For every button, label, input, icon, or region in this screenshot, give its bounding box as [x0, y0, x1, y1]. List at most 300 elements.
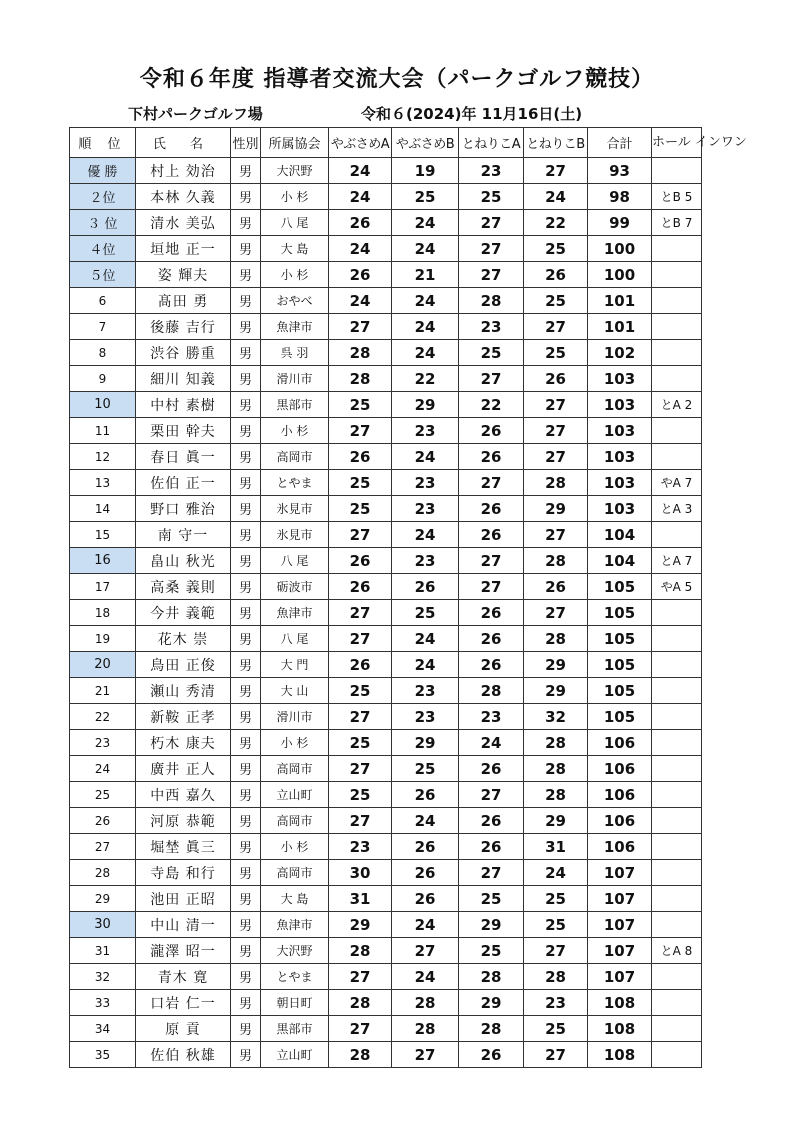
score-yabusame-b: 24 [392, 626, 459, 652]
header-row [70, 128, 702, 158]
score-tonerikko-b: 25 [524, 886, 588, 912]
table-row [70, 158, 702, 184]
hole-in-one-cell: とA 7 [652, 548, 702, 574]
association-cell: 大沢野 [261, 938, 329, 964]
score-yabusame-a: 28 [329, 366, 392, 392]
col-header-yabusame-a: やぶさめA [329, 128, 392, 158]
hole-in-one-cell [652, 600, 702, 626]
rank-cell: 33 [70, 990, 136, 1016]
total-score: 93 [588, 158, 652, 184]
hole-in-one-cell: とB 7 [652, 210, 702, 236]
score-tonerikko-a: 27 [459, 236, 524, 262]
hole-in-one-cell [652, 730, 702, 756]
score-tonerikko-a: 26 [459, 444, 524, 470]
hole-in-one-cell [652, 860, 702, 886]
association-cell: 立山町 [261, 1042, 329, 1068]
name-cell: 村上 効治 [136, 158, 231, 184]
hole-in-one-cell [652, 912, 702, 938]
score-yabusame-a: 26 [329, 444, 392, 470]
name-cell: 原 貢 [136, 1016, 231, 1042]
score-tonerikko-a: 23 [459, 314, 524, 340]
association-cell: 大 門 [261, 652, 329, 678]
rank-cell: 31 [70, 938, 136, 964]
table-row [70, 262, 702, 288]
table-row [70, 444, 702, 470]
association-cell: 八 尾 [261, 626, 329, 652]
score-tonerikko-b: 29 [524, 678, 588, 704]
rank-cell: 14 [70, 496, 136, 522]
score-tonerikko-a: 25 [459, 938, 524, 964]
total-score: 104 [588, 522, 652, 548]
score-yabusame-b: 23 [392, 678, 459, 704]
sex-cell: 男 [231, 288, 261, 314]
score-tonerikko-a: 28 [459, 678, 524, 704]
col-header-total: 合計 [588, 128, 652, 158]
rank-cell: 優 勝 [70, 158, 136, 184]
hole-in-one-cell: やA 7 [652, 470, 702, 496]
total-score: 105 [588, 704, 652, 730]
sex-cell: 男 [231, 314, 261, 340]
score-yabusame-a: 24 [329, 288, 392, 314]
name-cell: 野口 雅治 [136, 496, 231, 522]
score-tonerikko-b: 27 [524, 314, 588, 340]
name-cell: 佐伯 秋雄 [136, 1042, 231, 1068]
sex-cell: 男 [231, 730, 261, 756]
rank-cell: 18 [70, 600, 136, 626]
score-yabusame-b: 25 [392, 184, 459, 210]
name-cell: 畠山 秋光 [136, 548, 231, 574]
name-cell: 栗田 幹夫 [136, 418, 231, 444]
total-score: 100 [588, 262, 652, 288]
rank-cell: 12 [70, 444, 136, 470]
score-yabusame-a: 28 [329, 938, 392, 964]
hole-in-one-cell [652, 678, 702, 704]
association-cell: 小 杉 [261, 184, 329, 210]
rank-cell: ５位 [70, 262, 136, 288]
sex-cell: 男 [231, 990, 261, 1016]
score-tonerikko-b: 27 [524, 600, 588, 626]
total-score: 108 [588, 1016, 652, 1042]
score-yabusame-a: 25 [329, 470, 392, 496]
sex-cell: 男 [231, 938, 261, 964]
score-tonerikko-b: 29 [524, 652, 588, 678]
score-yabusame-b: 23 [392, 704, 459, 730]
total-score: 106 [588, 756, 652, 782]
total-score: 98 [588, 184, 652, 210]
score-tonerikko-a: 26 [459, 652, 524, 678]
table-row [70, 574, 702, 600]
name-cell: 高桑 義則 [136, 574, 231, 600]
hole-in-one-cell [652, 964, 702, 990]
association-cell: 大 島 [261, 236, 329, 262]
name-cell: 花木 崇 [136, 626, 231, 652]
score-tonerikko-b: 23 [524, 990, 588, 1016]
name-cell: 瀧澤 昭一 [136, 938, 231, 964]
table-row [70, 912, 702, 938]
table-row [70, 522, 702, 548]
table-row [70, 808, 702, 834]
score-yabusame-a: 26 [329, 652, 392, 678]
name-cell: 新鞍 正孝 [136, 704, 231, 730]
total-score: 108 [588, 1042, 652, 1068]
score-tonerikko-a: 27 [459, 470, 524, 496]
score-yabusame-b: 28 [392, 990, 459, 1016]
association-cell: 立山町 [261, 782, 329, 808]
score-yabusame-b: 26 [392, 834, 459, 860]
rank-cell: 29 [70, 886, 136, 912]
total-score: 105 [588, 678, 652, 704]
sex-cell: 男 [231, 964, 261, 990]
score-yabusame-a: 28 [329, 990, 392, 1016]
association-cell: 大 山 [261, 678, 329, 704]
col-header-association: 所属協会 [261, 128, 329, 158]
score-yabusame-b: 24 [392, 210, 459, 236]
total-score: 107 [588, 860, 652, 886]
total-score: 107 [588, 964, 652, 990]
score-tonerikko-b: 25 [524, 340, 588, 366]
name-cell: 池田 正昭 [136, 886, 231, 912]
hole-in-one-cell [652, 444, 702, 470]
score-tonerikko-b: 26 [524, 366, 588, 392]
score-yabusame-b: 27 [392, 938, 459, 964]
sex-cell: 男 [231, 886, 261, 912]
score-yabusame-b: 25 [392, 600, 459, 626]
score-tonerikko-b: 32 [524, 704, 588, 730]
rank-cell: 10 [70, 392, 136, 418]
score-yabusame-b: 26 [392, 574, 459, 600]
sex-cell: 男 [231, 834, 261, 860]
association-cell: 黒部市 [261, 1016, 329, 1042]
association-cell: とやま [261, 470, 329, 496]
score-tonerikko-b: 27 [524, 418, 588, 444]
score-yabusame-a: 27 [329, 704, 392, 730]
score-tonerikko-a: 27 [459, 782, 524, 808]
table-row [70, 470, 702, 496]
page-title: 令和６年度 指導者交流大会（パークゴルフ競技） [139, 67, 655, 92]
score-yabusame-a: 27 [329, 600, 392, 626]
table-row [70, 756, 702, 782]
sex-cell: 男 [231, 574, 261, 600]
table-row [70, 626, 702, 652]
score-yabusame-a: 27 [329, 522, 392, 548]
hole-in-one-cell: とA 3 [652, 496, 702, 522]
hole-in-one-cell [652, 158, 702, 184]
score-tonerikko-a: 28 [459, 1016, 524, 1042]
association-cell: 朝日町 [261, 990, 329, 1016]
total-score: 107 [588, 938, 652, 964]
sex-cell: 男 [231, 548, 261, 574]
score-tonerikko-a: 26 [459, 418, 524, 444]
score-yabusame-a: 24 [329, 184, 392, 210]
venue-label: 下村パークゴルフ場 [128, 105, 263, 123]
hole-in-one-cell [652, 808, 702, 834]
name-cell: 朽木 康夫 [136, 730, 231, 756]
rank-cell: ２位 [70, 184, 136, 210]
sex-cell: 男 [231, 470, 261, 496]
score-yabusame-a: 26 [329, 262, 392, 288]
score-yabusame-a: 30 [329, 860, 392, 886]
table-row [70, 314, 702, 340]
score-tonerikko-a: 24 [459, 730, 524, 756]
table-row [70, 288, 702, 314]
score-tonerikko-b: 27 [524, 938, 588, 964]
name-cell: 南 守一 [136, 522, 231, 548]
table-row [70, 990, 702, 1016]
score-tonerikko-a: 27 [459, 548, 524, 574]
name-cell: 中山 清一 [136, 912, 231, 938]
name-cell: 今井 義範 [136, 600, 231, 626]
total-score: 99 [588, 210, 652, 236]
association-cell: 黒部市 [261, 392, 329, 418]
score-yabusame-a: 24 [329, 236, 392, 262]
hole-in-one-cell [652, 886, 702, 912]
score-yabusame-b: 24 [392, 652, 459, 678]
sex-cell: 男 [231, 444, 261, 470]
total-score: 106 [588, 808, 652, 834]
association-cell: 魚津市 [261, 314, 329, 340]
sex-cell: 男 [231, 392, 261, 418]
total-score: 105 [588, 626, 652, 652]
total-score: 107 [588, 886, 652, 912]
association-cell: 八 尾 [261, 210, 329, 236]
sex-cell: 男 [231, 704, 261, 730]
col-header-tonerikko-b: とねりこB [524, 128, 588, 158]
association-cell: 小 杉 [261, 834, 329, 860]
hole-in-one-cell: とA 8 [652, 938, 702, 964]
score-tonerikko-b: 27 [524, 1042, 588, 1068]
score-yabusame-b: 22 [392, 366, 459, 392]
hole-in-one-cell [652, 704, 702, 730]
score-tonerikko-a: 28 [459, 964, 524, 990]
name-cell: 中西 嘉久 [136, 782, 231, 808]
association-cell: おやべ [261, 288, 329, 314]
score-tonerikko-b: 27 [524, 158, 588, 184]
score-yabusame-a: 25 [329, 782, 392, 808]
table-row [70, 678, 702, 704]
col-header-sex: 性別 [231, 128, 261, 158]
rank-cell: 28 [70, 860, 136, 886]
score-yabusame-a: 26 [329, 210, 392, 236]
association-cell: 小 杉 [261, 730, 329, 756]
sex-cell: 男 [231, 340, 261, 366]
score-yabusame-a: 27 [329, 964, 392, 990]
hole-in-one-cell [652, 834, 702, 860]
score-yabusame-a: 25 [329, 392, 392, 418]
name-cell: 河原 恭範 [136, 808, 231, 834]
score-yabusame-a: 27 [329, 314, 392, 340]
table-row [70, 392, 702, 418]
association-cell: 滑川市 [261, 366, 329, 392]
association-cell: 大沢野 [261, 158, 329, 184]
score-tonerikko-a: 27 [459, 366, 524, 392]
total-score: 106 [588, 782, 652, 808]
sex-cell: 男 [231, 236, 261, 262]
table-row [70, 834, 702, 860]
total-score: 102 [588, 340, 652, 366]
score-yabusame-b: 24 [392, 912, 459, 938]
name-cell: 春日 眞一 [136, 444, 231, 470]
total-score: 107 [588, 912, 652, 938]
total-score: 105 [588, 652, 652, 678]
sex-cell: 男 [231, 210, 261, 236]
table-row [70, 210, 702, 236]
table-row [70, 600, 702, 626]
association-cell: 高岡市 [261, 444, 329, 470]
association-cell: 氷見市 [261, 496, 329, 522]
score-tonerikko-a: 26 [459, 756, 524, 782]
rank-cell: 34 [70, 1016, 136, 1042]
association-cell: 高岡市 [261, 756, 329, 782]
rank-cell: 17 [70, 574, 136, 600]
rank-cell: 11 [70, 418, 136, 444]
score-yabusame-a: 24 [329, 158, 392, 184]
name-cell: 後藤 吉行 [136, 314, 231, 340]
score-tonerikko-b: 29 [524, 496, 588, 522]
score-tonerikko-b: 24 [524, 860, 588, 886]
sex-cell: 男 [231, 756, 261, 782]
table-row [70, 548, 702, 574]
rank-cell: 26 [70, 808, 136, 834]
association-cell: 八 尾 [261, 548, 329, 574]
hole-in-one-cell [652, 366, 702, 392]
association-cell: 大 島 [261, 886, 329, 912]
rank-cell: 27 [70, 834, 136, 860]
score-tonerikko-b: 26 [524, 574, 588, 600]
rank-cell: 8 [70, 340, 136, 366]
sex-cell: 男 [231, 782, 261, 808]
rank-cell: 15 [70, 522, 136, 548]
total-score: 105 [588, 574, 652, 600]
score-yabusame-a: 27 [329, 756, 392, 782]
total-score: 100 [588, 236, 652, 262]
score-tonerikko-b: 28 [524, 470, 588, 496]
score-yabusame-b: 24 [392, 236, 459, 262]
table-row [70, 652, 702, 678]
association-cell: 小 杉 [261, 418, 329, 444]
rank-cell: 22 [70, 704, 136, 730]
score-yabusame-b: 25 [392, 756, 459, 782]
sex-cell: 男 [231, 678, 261, 704]
score-tonerikko-b: 28 [524, 548, 588, 574]
rank-cell: ３ 位 [70, 210, 136, 236]
score-tonerikko-a: 26 [459, 1042, 524, 1068]
sex-cell: 男 [231, 808, 261, 834]
score-tonerikko-a: 27 [459, 210, 524, 236]
total-score: 103 [588, 470, 652, 496]
name-cell: 青木 寛 [136, 964, 231, 990]
score-tonerikko-a: 26 [459, 626, 524, 652]
sex-cell: 男 [231, 600, 261, 626]
sex-cell: 男 [231, 158, 261, 184]
hole-in-one-cell [652, 652, 702, 678]
name-cell: 口岩 仁一 [136, 990, 231, 1016]
score-yabusame-a: 23 [329, 834, 392, 860]
rank-cell: 9 [70, 366, 136, 392]
rank-cell: 19 [70, 626, 136, 652]
rank-cell: 16 [70, 548, 136, 574]
name-cell: 垣地 正一 [136, 236, 231, 262]
name-cell: 寺島 和行 [136, 860, 231, 886]
col-header-rank: 順 位 [70, 128, 136, 158]
table-row [70, 340, 702, 366]
score-yabusame-b: 24 [392, 340, 459, 366]
hole-in-one-cell [652, 314, 702, 340]
col-header-tonerikko-a: とねりこA [459, 128, 524, 158]
hole-in-one-cell [652, 626, 702, 652]
score-tonerikko-a: 25 [459, 886, 524, 912]
name-cell: 中村 素樹 [136, 392, 231, 418]
hole-in-one-cell: とB 5 [652, 184, 702, 210]
name-cell: 細川 知義 [136, 366, 231, 392]
total-score: 106 [588, 834, 652, 860]
score-tonerikko-a: 23 [459, 704, 524, 730]
sex-cell: 男 [231, 860, 261, 886]
table-row [70, 860, 702, 886]
association-cell: 砺波市 [261, 574, 329, 600]
hole-in-one-cell [652, 782, 702, 808]
score-tonerikko-a: 27 [459, 860, 524, 886]
rank-cell: 30 [70, 912, 136, 938]
score-tonerikko-b: 25 [524, 236, 588, 262]
rank-cell: 6 [70, 288, 136, 314]
score-yabusame-b: 21 [392, 262, 459, 288]
sex-cell: 男 [231, 1016, 261, 1042]
rank-cell: 7 [70, 314, 136, 340]
table-row [70, 418, 702, 444]
score-yabusame-a: 27 [329, 418, 392, 444]
score-tonerikko-b: 28 [524, 730, 588, 756]
total-score: 103 [588, 392, 652, 418]
score-tonerikko-b: 27 [524, 444, 588, 470]
association-cell: 呉 羽 [261, 340, 329, 366]
score-tonerikko-a: 29 [459, 912, 524, 938]
hole-in-one-cell [652, 340, 702, 366]
score-tonerikko-a: 25 [459, 184, 524, 210]
association-cell: 高岡市 [261, 860, 329, 886]
sex-cell: 男 [231, 522, 261, 548]
name-cell: 髙田 勇 [136, 288, 231, 314]
score-tonerikko-a: 22 [459, 392, 524, 418]
score-yabusame-b: 29 [392, 730, 459, 756]
score-yabusame-a: 27 [329, 1016, 392, 1042]
score-yabusame-b: 26 [392, 886, 459, 912]
col-header-name: 氏 名 [136, 128, 231, 158]
score-tonerikko-b: 28 [524, 964, 588, 990]
name-cell: 堀埜 眞三 [136, 834, 231, 860]
score-yabusame-b: 23 [392, 470, 459, 496]
sex-cell: 男 [231, 912, 261, 938]
score-tonerikko-a: 27 [459, 262, 524, 288]
score-tonerikko-a: 26 [459, 808, 524, 834]
sex-cell: 男 [231, 262, 261, 288]
score-tonerikko-a: 26 [459, 522, 524, 548]
total-score: 108 [588, 990, 652, 1016]
table-row [70, 704, 702, 730]
score-yabusame-b: 24 [392, 314, 459, 340]
total-score: 105 [588, 600, 652, 626]
hole-in-one-cell [652, 756, 702, 782]
score-yabusame-a: 26 [329, 548, 392, 574]
score-tonerikko-b: 24 [524, 184, 588, 210]
score-tonerikko-a: 26 [459, 600, 524, 626]
table-row [70, 496, 702, 522]
total-score: 101 [588, 288, 652, 314]
table-row [70, 1016, 702, 1042]
table-row [70, 938, 702, 964]
score-tonerikko-b: 28 [524, 782, 588, 808]
score-yabusame-a: 31 [329, 886, 392, 912]
col-header-hole-in-one: ホール インワン [652, 128, 702, 158]
